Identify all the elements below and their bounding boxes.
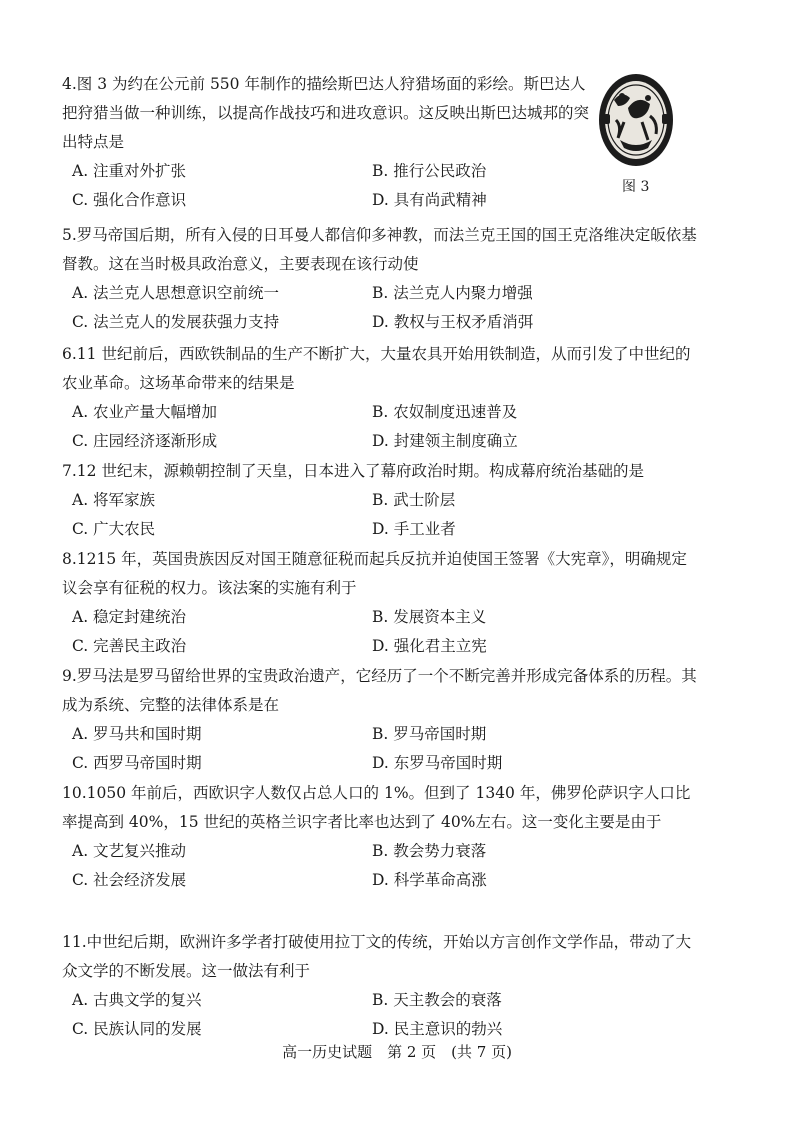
option-c[interactable]: C. 法兰克人的发展获强力支持 — [72, 313, 280, 331]
option-d[interactable]: D. 东罗马帝国时期 — [372, 754, 503, 772]
question-stem: 中世纪后期，欧洲许多学者打破使用拉丁文的传统，开始以方言创作文学作品，带动了大众文学的不断发展。这一做法有利于 — [62, 933, 692, 980]
option-d[interactable]: D. 具有尚武精神 — [372, 191, 487, 209]
question-stem: 12 世纪末，源赖朝控制了天皇，日本进入了幕府政治时期。构成幕府统治基础的是 — [76, 462, 644, 480]
question-number: 4. — [62, 75, 77, 93]
question-6 — [62, 340, 702, 456]
option-d[interactable]: D. 教权与王权矛盾消弭 — [372, 313, 534, 331]
question-9 — [62, 662, 702, 778]
option-c[interactable]: C. 强化合作意识 — [72, 191, 187, 209]
option-list — [62, 486, 702, 544]
option-a[interactable]: A. 古典文学的复兴 — [72, 991, 202, 1009]
option-list — [62, 279, 702, 337]
option-list — [62, 157, 592, 215]
option-list — [62, 720, 702, 778]
option-b[interactable]: B. 农奴制度迅速普及 — [372, 403, 518, 421]
option-a[interactable]: A. 稳定封建统治 — [72, 608, 187, 626]
option-b[interactable]: B. 法兰克人内聚力增强 — [372, 284, 533, 302]
option-b[interactable]: B. 教会势力衰落 — [372, 842, 487, 860]
question-number: 10. — [62, 784, 87, 802]
question-stem: 1050 年前后，西欧识字人数仅占总人口的 1%。但到了 1340 年，佛罗伦萨识字人口比率提高到 40%，15 世纪的英格兰识字者比率也达到了 40%左右。这一变化主要是由于 — [62, 784, 691, 831]
option-d[interactable]: D. 手工业者 — [372, 520, 456, 538]
question-4 — [62, 70, 592, 215]
question-stem: 1215 年，英国贵族因反对国王随意征税而起兵反抗并迫使国王签署《大宪章》，明确规定议会享有征税的权力。该法案的实施有利于 — [62, 550, 687, 597]
question-stem: 罗马法是罗马留给世界的宝贵政治遗产，它经历了一个不断完善并形成完备体系的历程。其成为系统、完整的法律体系是在 — [62, 667, 697, 714]
question-number: 11. — [62, 933, 87, 951]
option-b[interactable]: B. 推行公民政治 — [372, 162, 487, 180]
question-stem: 11 世纪前后，西欧铁制品的生产不断扩大，大量农具开始用铁制造，从而引发了中世纪的农业革命。这场革命带来的结果是 — [62, 345, 691, 392]
option-a[interactable]: A. 将军家族 — [72, 491, 156, 509]
question-10 — [62, 779, 702, 895]
question-11 — [62, 928, 702, 1044]
option-d[interactable]: D. 强化君主立宪 — [372, 637, 487, 655]
option-list — [62, 603, 702, 661]
option-a[interactable]: A. 罗马共和国时期 — [72, 725, 202, 743]
question-number: 6. — [62, 345, 77, 363]
question-number: 8. — [62, 550, 77, 568]
option-c[interactable]: C. 民族认同的发展 — [72, 1020, 202, 1038]
question-5 — [62, 221, 702, 337]
option-c[interactable]: C. 广大农民 — [72, 520, 156, 538]
option-c[interactable]: C. 西罗马帝国时期 — [72, 754, 202, 772]
page-footer: 高一历史试题 第 2 页 (共 7 页) — [282, 1043, 512, 1061]
option-a[interactable]: A. 农业产量大幅增加 — [72, 403, 218, 421]
question-number: 7. — [62, 462, 77, 480]
figure-caption: 图 3 — [622, 179, 650, 195]
question-7 — [62, 457, 702, 544]
option-list — [62, 986, 702, 1044]
option-c[interactable]: C. 庄园经济逐渐形成 — [72, 432, 218, 450]
option-d[interactable]: D. 民主意识的勃兴 — [372, 1020, 503, 1038]
option-a[interactable]: A. 文艺复兴推动 — [72, 842, 187, 860]
question-number: 5. — [62, 226, 77, 244]
option-b[interactable]: B. 发展资本主义 — [372, 608, 487, 626]
option-a[interactable]: A. 法兰克人思想意识空前统一 — [72, 284, 280, 302]
question-number: 9. — [62, 667, 77, 685]
question-stem: 图 3 为约在公元前 550 年制作的描绘斯巴达人狩猎场面的彩绘。斯巴达人把狩猎当做一种训练，以提高作战技巧和进攻意识。这反映出斯巴达城邦的突出特点是 — [62, 75, 590, 151]
option-list — [62, 837, 702, 895]
option-list — [62, 398, 702, 456]
option-c[interactable]: C. 完善民主政治 — [72, 637, 187, 655]
option-d[interactable]: D. 科学革命高涨 — [372, 871, 487, 889]
option-b[interactable]: B. 天主教会的衰落 — [372, 991, 502, 1009]
question-8 — [62, 545, 702, 661]
option-b[interactable]: B. 武士阶层 — [372, 491, 456, 509]
option-a[interactable]: A. 注重对外扩张 — [72, 162, 187, 180]
option-b[interactable]: B. 罗马帝国时期 — [372, 725, 487, 743]
option-c[interactable]: C. 社会经济发展 — [72, 871, 187, 889]
question-stem: 罗马帝国后期，所有入侵的日耳曼人都信仰多神教，而法兰克王国的国王克洛维决定皈依基督教。这在当时极具政治意义，主要表现在该行动使 — [62, 226, 697, 273]
option-d[interactable]: D. 封建领主制度确立 — [372, 432, 518, 450]
